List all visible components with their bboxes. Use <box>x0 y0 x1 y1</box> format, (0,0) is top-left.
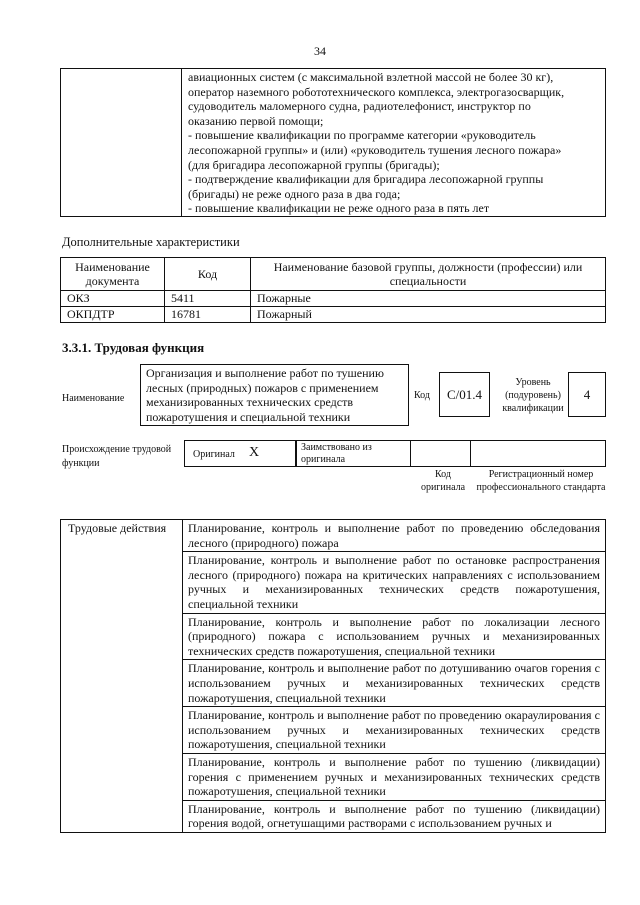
table-row <box>61 520 606 552</box>
name-label: Наименование <box>62 393 125 404</box>
additional-characteristics-title: Дополнительные характеристики <box>62 235 240 249</box>
action-item: Планирование, контроль и выполнение работ по остановке распространения лесного (природного) пожара на критических направлениях с использованием ручных и механизированных технических средств пожаротушения, специальной техники <box>183 552 606 613</box>
action-item: Планирование, контроль и выполнение работ по проведению обследования лесного (природного) пожара <box>183 520 606 552</box>
reg-number-box <box>470 440 606 467</box>
requirements-line: - повышение квалификации по программе категории «руководитель <box>188 128 536 143</box>
requirements-line: лесопожарной группы» и (или) «руководитель тушения лесного пожара» <box>188 142 562 157</box>
level-label: Уровень (подуровень) квалификации <box>502 377 564 414</box>
table-row <box>61 307 606 323</box>
action-item: Планирование, контроль и выполнение работ по тушению (ликвидации) горения водой, огнетушащими растворами с использованием ручных и <box>183 800 606 832</box>
doc-cell: ОКЗ <box>61 291 165 307</box>
doc-name-header: Наименование документа <box>61 258 165 291</box>
requirements-line: (для бригадира лесопожарной группы (бригады); <box>188 157 440 172</box>
original-box <box>184 440 296 467</box>
code-header: Код <box>165 258 251 291</box>
empty-header-cell <box>61 69 182 217</box>
labour-actions-table <box>60 519 606 833</box>
borrowed-box: Заимствовано из оригинала <box>296 440 411 467</box>
origin-code-box <box>410 440 471 467</box>
requirements-line: - подтверждение квалификации для бригадира лесопожарной группы <box>188 172 544 187</box>
base-group-table <box>60 257 606 323</box>
requirements-line: авиационных систем (с максимальной взлетной массой не более 30 кг), <box>188 70 554 84</box>
requirements-line: - повышение квалификации не реже одного раза в пять лет <box>188 201 490 216</box>
table-row <box>61 291 606 307</box>
original-label: Оригинал <box>193 449 235 460</box>
requirements-line: судоводитель маломерного судна, радиотелефонист, инструктор по <box>188 99 531 114</box>
code-cell: 5411 <box>165 291 251 307</box>
code-cell: 16781 <box>165 307 251 323</box>
action-item: Планирование, контроль и выполнение работ по проведению окараулирования с использованием ручных и механизированных технических средств пожаротушения, специальной техники <box>183 707 606 754</box>
doc-cell: ОКПДТР <box>61 307 165 323</box>
origin-label: Происхождение трудовой функции <box>62 444 172 469</box>
reg-number-label: Регистрационный номер профессионального стандарта <box>476 469 606 493</box>
origin-code-label: Код оригинала <box>420 469 466 493</box>
action-item: Планирование, контроль и выполнение работ по локализации лесного (природного) пожара с использованием ручных и механизированных технических средств пожаротушения, специальной техники <box>183 613 606 660</box>
requirements-line: (бригады) не реже одного раза в два года; <box>188 186 401 201</box>
level-value-box: 4 <box>568 372 606 417</box>
function-title: 3.3.1. Трудовая функция <box>62 340 205 355</box>
base-group-header: Наименование базовой группы, должности (профессии) или специальности <box>251 258 606 291</box>
function-name-box: Организация и выполнение работ по тушению лесных (природных) пожаров с применением механизированных технических средств пожаротушения и специальной техники <box>140 364 409 426</box>
page-number: 34 <box>314 44 326 58</box>
code-label: Код <box>414 390 430 401</box>
action-item: Планирование, контроль и выполнение работ по дотушиванию очагов горения с использованием ручных и механизированных технических средств пожаротушения, специальной техники <box>183 660 606 707</box>
name-cell: Пожарный <box>251 307 606 323</box>
requirements-line: оператор наземного робототехнического комплекса, электрогазосварщик, <box>188 84 565 99</box>
original-mark: X <box>249 445 260 460</box>
actions-header-cell: Трудовые действия <box>61 520 183 833</box>
requirements-continuation-table <box>60 68 606 217</box>
requirements-text-cell <box>182 69 606 217</box>
action-item: Планирование, контроль и выполнение работ по тушению (ликвидации) горения с применением ручных и механизированных технических средств пожаротушения, специальной техники <box>183 753 606 800</box>
function-code-box: C/01.4 <box>439 372 490 417</box>
requirements-line: оказанию первой помощи; <box>188 113 324 128</box>
name-cell: Пожарные <box>251 291 606 307</box>
